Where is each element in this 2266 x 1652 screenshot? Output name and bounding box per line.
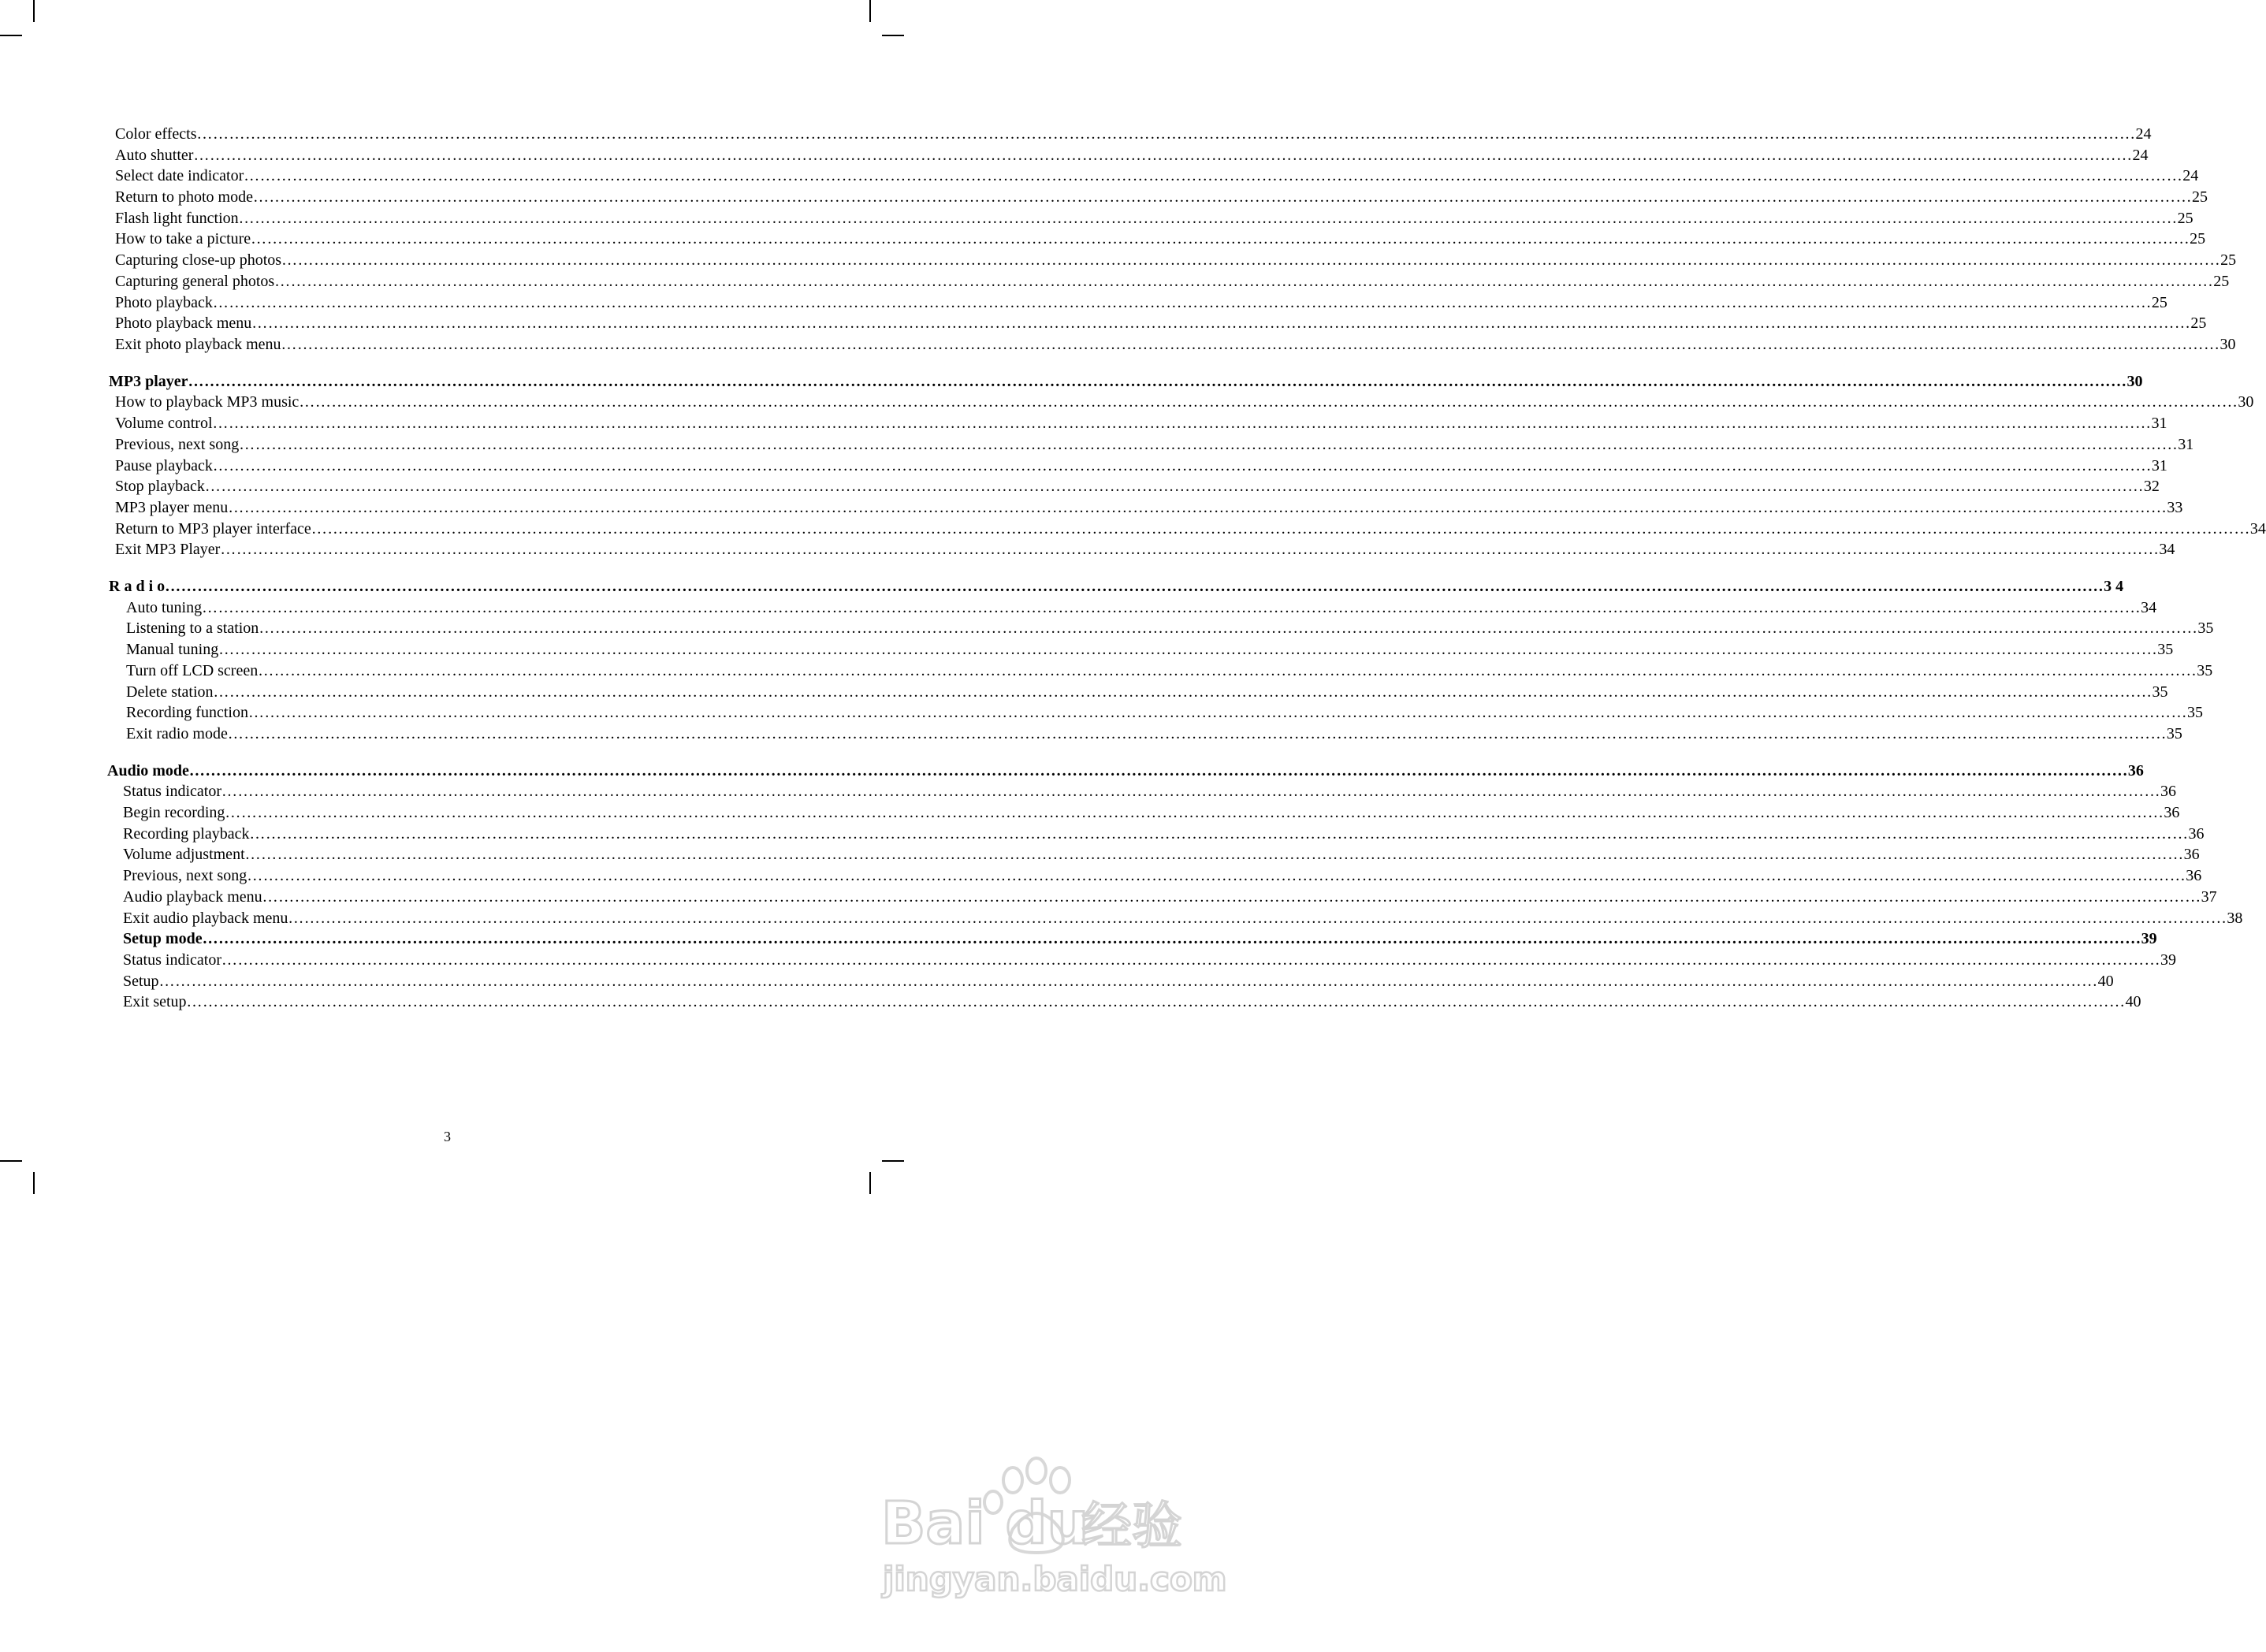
toc-entry	[126, 597, 2157, 618]
toc-entry-title: Exit audio playback menu	[123, 910, 288, 927]
toc-leader-dots: ………………………………………………………………………………………………………………………………………………………………………………………………………………………………………………………………………………………………………………………………	[228, 499, 2167, 516]
toc-leader-dots: ………………………………………………………………………………………………………………………………………………………………………………………………………………………………………………………………………………………………………………………………	[202, 599, 2141, 616]
toc-leader-dots: ………………………………………………………………………………………………………………………………………………………………………………………………………………………………………………………………………………………………………………………………	[252, 188, 2192, 206]
toc-entry	[123, 908, 2243, 928]
toc-leader-dots: ………………………………………………………………………………………………………………………………………………………………………………………………………………………………………………………………………………………………………………………………	[227, 725, 2167, 742]
toc-entry-title: Setup mode	[123, 930, 203, 947]
toc-entry-title: Volume adjustment	[123, 846, 245, 863]
toc-leader-dots: ………………………………………………………………………………………………………………………………………………………………………………………………………………………………………………………………………………………………………………………………	[186, 993, 2126, 1010]
toc-entry-title: Setup	[123, 973, 159, 990]
toc-entry-page: 38	[2227, 910, 2243, 927]
toc-entry-page: 25	[2151, 294, 2167, 311]
toc-entry-page: 40	[2125, 993, 2141, 1010]
toc-entry-title: Recording playback	[123, 825, 250, 843]
toc-entry	[123, 865, 2202, 886]
toc-entry	[115, 166, 2199, 186]
toc-leader-dots: ………………………………………………………………………………………………………………………………………………………………………………………………………………………………………………………………………………………………………………………………	[202, 930, 2141, 947]
toc-entry-page: 35	[2197, 662, 2213, 679]
toc-entry-title: Audio mode	[107, 762, 189, 779]
toc-leader-dots: ………………………………………………………………………………………………………………………………………………………………………………………………………………………………………………………………………………………………………………………………	[188, 373, 2127, 390]
toc-entry-page: 25	[2177, 210, 2193, 227]
toc-entry	[126, 702, 2203, 723]
toc-leader-dots: ………………………………………………………………………………………………………………………………………………………………………………………………………………………………………………………………………………………………………………………………	[249, 825, 2189, 843]
toc-entry-title: Status indicator	[123, 951, 221, 969]
toc-entry-page: 31	[2151, 457, 2167, 474]
toc-entry-page: 36	[2186, 867, 2202, 884]
toc-entry	[123, 971, 2114, 992]
toc-entry-title: R a d i o	[109, 578, 166, 595]
toc-entry	[115, 434, 2194, 455]
toc-leader-dots: ………………………………………………………………………………………………………………………………………………………………………………………………………………………………………………………………………………………………………………………………	[238, 210, 2178, 227]
toc-leader-dots: ………………………………………………………………………………………………………………………………………………………………………………………………………………………………………………………………………………………………………………………………	[288, 910, 2227, 927]
toc-entry	[126, 660, 2213, 681]
toc-entry-page: 35	[2186, 704, 2203, 721]
toc-entry	[123, 887, 2217, 907]
toc-entry	[115, 497, 2183, 518]
toc-leader-dots: ………………………………………………………………………………………………………………………………………………………………………………………………………………………………………………………………………………………………………………………………	[212, 457, 2152, 474]
toc-entry	[123, 992, 2141, 1012]
toc-entry	[123, 824, 2205, 844]
toc-entry-page: 36	[2188, 825, 2205, 843]
toc-leader-dots: ………………………………………………………………………………………………………………………………………………………………………………………………………………………………………………………………………………………………………………………………	[244, 167, 2183, 184]
toc-entry-page: 31	[2151, 415, 2167, 432]
toc-entry-title: Capturing close-up photos	[115, 251, 282, 269]
toc-entry-page: 33	[2167, 499, 2183, 516]
toc-leader-dots: ………………………………………………………………………………………………………………………………………………………………………………………………………………………………………………………………………………………………………………………………	[244, 846, 2184, 863]
toc-entry-title: Auto shutter	[115, 147, 194, 164]
toc-leader-dots: ………………………………………………………………………………………………………………………………………………………………………………………………………………………………………………………………………………………………………………………………	[220, 541, 2160, 558]
toc-entry-page: 25	[2191, 188, 2208, 206]
toc-entry-title: Return to photo mode	[115, 188, 253, 206]
toc-entry-title: Previous, next song	[115, 436, 240, 453]
toc-entry	[115, 392, 2254, 412]
toc-entry-title: Stop playback	[115, 478, 205, 495]
toc-entry	[115, 271, 2230, 292]
toc-entry	[123, 844, 2200, 865]
watermark-brand: Bai du	[881, 1490, 1089, 1557]
toc-entry-title: Turn off LCD screen	[126, 662, 259, 679]
toc-entry-page: 25	[2213, 273, 2230, 290]
toc-entry-title: Return to MP3 player interface	[115, 520, 311, 538]
toc-leader-dots: ………………………………………………………………………………………………………………………………………………………………………………………………………………………………………………………………………………………………………………………………	[239, 436, 2179, 453]
toc-entry-title: How to take a picture	[115, 230, 251, 247]
toc-entry-title: Previous, next song	[123, 867, 247, 884]
toc-entry	[123, 928, 2157, 949]
toc-entry-page: 32	[2143, 478, 2160, 495]
watermark-brand-cn: 经验	[1081, 1498, 1182, 1556]
baidu-watermark-logo	[875, 1450, 1227, 1600]
toc-leader-dots: ………………………………………………………………………………………………………………………………………………………………………………………………………………………………………………………………………………………………………………………………	[281, 251, 2221, 269]
toc-entry-page: 35	[2152, 683, 2168, 701]
watermark-url: jingyan.baidu.com	[883, 1560, 1227, 1598]
toc-leader-dots: ………………………………………………………………………………………………………………………………………………………………………………………………………………………………………………………………………………………………………………………………	[281, 336, 2220, 353]
toc-leader-dots: ………………………………………………………………………………………………………………………………………………………………………………………………………………………………………………………………………………………………………………………………	[221, 783, 2160, 800]
toc-entry	[115, 145, 2149, 166]
toc-entry-title: Recording function	[126, 704, 248, 721]
toc-entry-title: Photo playback menu	[115, 314, 252, 332]
toc-entry-title: MP3 player menu	[115, 499, 229, 516]
toc-entry-page: 25	[2190, 230, 2206, 247]
toc-leader-dots: ………………………………………………………………………………………………………………………………………………………………………………………………………………………………………………………………………………………………………………………………	[258, 662, 2197, 679]
toc-entry-title: Auto tuning	[126, 599, 203, 616]
toc-entry-title: Exit radio mode	[126, 725, 228, 742]
toc-leader-dots: ………………………………………………………………………………………………………………………………………………………………………………………………………………………………………………………………………………………………………………………………	[165, 578, 2104, 595]
toc-entry-page: 25	[2220, 251, 2237, 269]
toc-entry-title: Pause playback	[115, 457, 213, 474]
toc-entry-title: Listening to a station	[126, 620, 259, 637]
toc-leader-dots: ………………………………………………………………………………………………………………………………………………………………………………………………………………………………………………………………………………………………………………………………	[311, 520, 2250, 538]
toc-entry-title: Exit photo playback menu	[115, 336, 281, 353]
toc-entry-page: 36	[2127, 762, 2144, 779]
toc-entry	[115, 539, 2175, 560]
toc-entry	[115, 334, 2236, 355]
toc-entry-title: Exit setup	[123, 993, 187, 1010]
toc-entry-title: Select date indicator	[115, 167, 244, 184]
toc-entry	[115, 313, 2207, 333]
toc-leader-dots: ………………………………………………………………………………………………………………………………………………………………………………………………………………………………………………………………………………………………………………………………	[221, 951, 2160, 969]
toc-leader-dots: ………………………………………………………………………………………………………………………………………………………………………………………………………………………………………………………………………………………………………………………………	[225, 804, 2164, 821]
toc-leader-dots: ………………………………………………………………………………………………………………………………………………………………………………………………………………………………………………………………………………………………………………………………	[218, 641, 2158, 658]
toc-entry-title: Photo playback	[115, 294, 213, 311]
toc-entry-page: 35	[2166, 725, 2182, 742]
toc-leader-dots: ………………………………………………………………………………………………………………………………………………………………………………………………………………………………………………………………………………………………………………………………	[251, 230, 2190, 247]
toc-leader-dots: ………………………………………………………………………………………………………………………………………………………………………………………………………………………………………………………………………………………………………………………………	[262, 888, 2201, 906]
toc-leader-dots: ………………………………………………………………………………………………………………………………………………………………………………………………………………………………………………………………………………………………………………………………	[259, 620, 2198, 637]
toc-leader-dots: ………………………………………………………………………………………………………………………………………………………………………………………………………………………………………………………………………………………………………………………………	[158, 973, 2098, 990]
toc-entry-page: 24	[2132, 147, 2149, 164]
toc-entry-title: Capturing general photos	[115, 273, 275, 290]
toc-leader-dots: ………………………………………………………………………………………………………………………………………………………………………………………………………………………………………………………………………………………………………………………………	[196, 125, 2136, 143]
toc-entry-page: 36	[2160, 783, 2176, 800]
toc-entry-page: 34	[2159, 541, 2175, 558]
toc-entry-page: 3 4	[2104, 578, 2124, 595]
toc-entry-page: 30	[2126, 373, 2143, 390]
toc-leader-dots: ………………………………………………………………………………………………………………………………………………………………………………………………………………………………………………………………………………………………………………………………	[299, 393, 2238, 411]
toc-entry-title: How to playback MP3 music	[115, 393, 300, 411]
toc-entry	[115, 208, 2193, 229]
toc-entry-page: 34	[2249, 520, 2266, 538]
toc-entry-page: 25	[2190, 314, 2207, 332]
toc-entry-page: 30	[2219, 336, 2236, 353]
toc-entry	[126, 724, 2182, 744]
toc-leader-dots: ………………………………………………………………………………………………………………………………………………………………………………………………………………………………………………………………………………………………………………………………	[212, 415, 2152, 432]
toc-entry	[107, 761, 2144, 781]
toc-entry	[123, 781, 2176, 802]
toc-leader-dots: ………………………………………………………………………………………………………………………………………………………………………………………………………………………………………………………………………………………………………………………………	[193, 147, 2133, 164]
toc-entry	[126, 682, 2168, 702]
toc-leader-dots: ………………………………………………………………………………………………………………………………………………………………………………………………………………………………………………………………………………………………………………………………	[188, 762, 2128, 779]
toc-entry	[115, 124, 2152, 144]
toc-entry	[109, 576, 2124, 597]
toc-entry-page: 35	[2157, 641, 2174, 658]
toc-entry	[115, 476, 2160, 497]
toc-entry-page: 31	[2178, 436, 2194, 453]
toc-entry	[115, 413, 2167, 433]
toc-entry-title: Exit MP3 Player	[115, 541, 221, 558]
toc-entry-page: 34	[2141, 599, 2157, 616]
page-number: 3	[444, 1129, 451, 1144]
toc-leader-dots: ………………………………………………………………………………………………………………………………………………………………………………………………………………………………………………………………………………………………………………………………	[247, 704, 2187, 721]
toc-entry	[115, 250, 2237, 270]
toc-entry-page: 40	[2097, 973, 2114, 990]
toc-entry-title: Begin recording	[123, 804, 225, 821]
toc-leader-dots: ………………………………………………………………………………………………………………………………………………………………………………………………………………………………………………………………………………………………………………………………	[204, 478, 2144, 495]
toc-entry	[123, 802, 2180, 823]
toc-entry	[123, 950, 2176, 970]
toc-leader-dots: ………………………………………………………………………………………………………………………………………………………………………………………………………………………………………………………………………………………………………………………………	[274, 273, 2214, 290]
toc-entry-title: Flash light function	[115, 210, 239, 227]
toc-entry-page: 24	[2135, 125, 2152, 143]
toc-entry-title: Audio playback menu	[123, 888, 262, 906]
toc-leader-dots: ………………………………………………………………………………………………………………………………………………………………………………………………………………………………………………………………………………………………………………………………	[213, 683, 2153, 701]
toc-entry-page: 35	[2197, 620, 2214, 637]
toc-entry-page: 36	[2164, 804, 2180, 821]
toc-entry-title: Delete station	[126, 683, 214, 701]
toc-entry	[115, 187, 2208, 207]
toc-entry-title: Volume control	[115, 415, 213, 432]
toc-entry-page: 39	[2141, 930, 2157, 947]
toc-entry-page: 30	[2238, 393, 2254, 411]
toc-entry-title: Color effects	[115, 125, 197, 143]
toc-entry-title: Manual tuning	[126, 641, 219, 658]
toc-entry	[126, 639, 2174, 660]
toc-leader-dots: ………………………………………………………………………………………………………………………………………………………………………………………………………………………………………………………………………………………………………………………………	[251, 314, 2191, 332]
toc-leader-dots: ………………………………………………………………………………………………………………………………………………………………………………………………………………………………………………………………………………………………………………………………	[212, 294, 2152, 311]
toc-entry	[126, 618, 2214, 638]
toc-entry	[115, 519, 2266, 539]
toc-entry-page: 36	[2183, 846, 2200, 863]
toc-entry-page: 24	[2182, 167, 2199, 184]
toc-entry-page: 39	[2160, 951, 2176, 969]
toc-leader-dots: ………………………………………………………………………………………………………………………………………………………………………………………………………………………………………………………………………………………………………………………………	[247, 867, 2186, 884]
toc-entry	[115, 292, 2167, 313]
toc-entry-page: 37	[2201, 888, 2217, 906]
toc-entry	[109, 371, 2143, 392]
toc-entry-title: Status indicator	[123, 783, 221, 800]
toc-entry	[115, 456, 2167, 476]
toc-entry	[115, 229, 2206, 249]
toc-entry-title: MP3 player	[109, 373, 188, 390]
